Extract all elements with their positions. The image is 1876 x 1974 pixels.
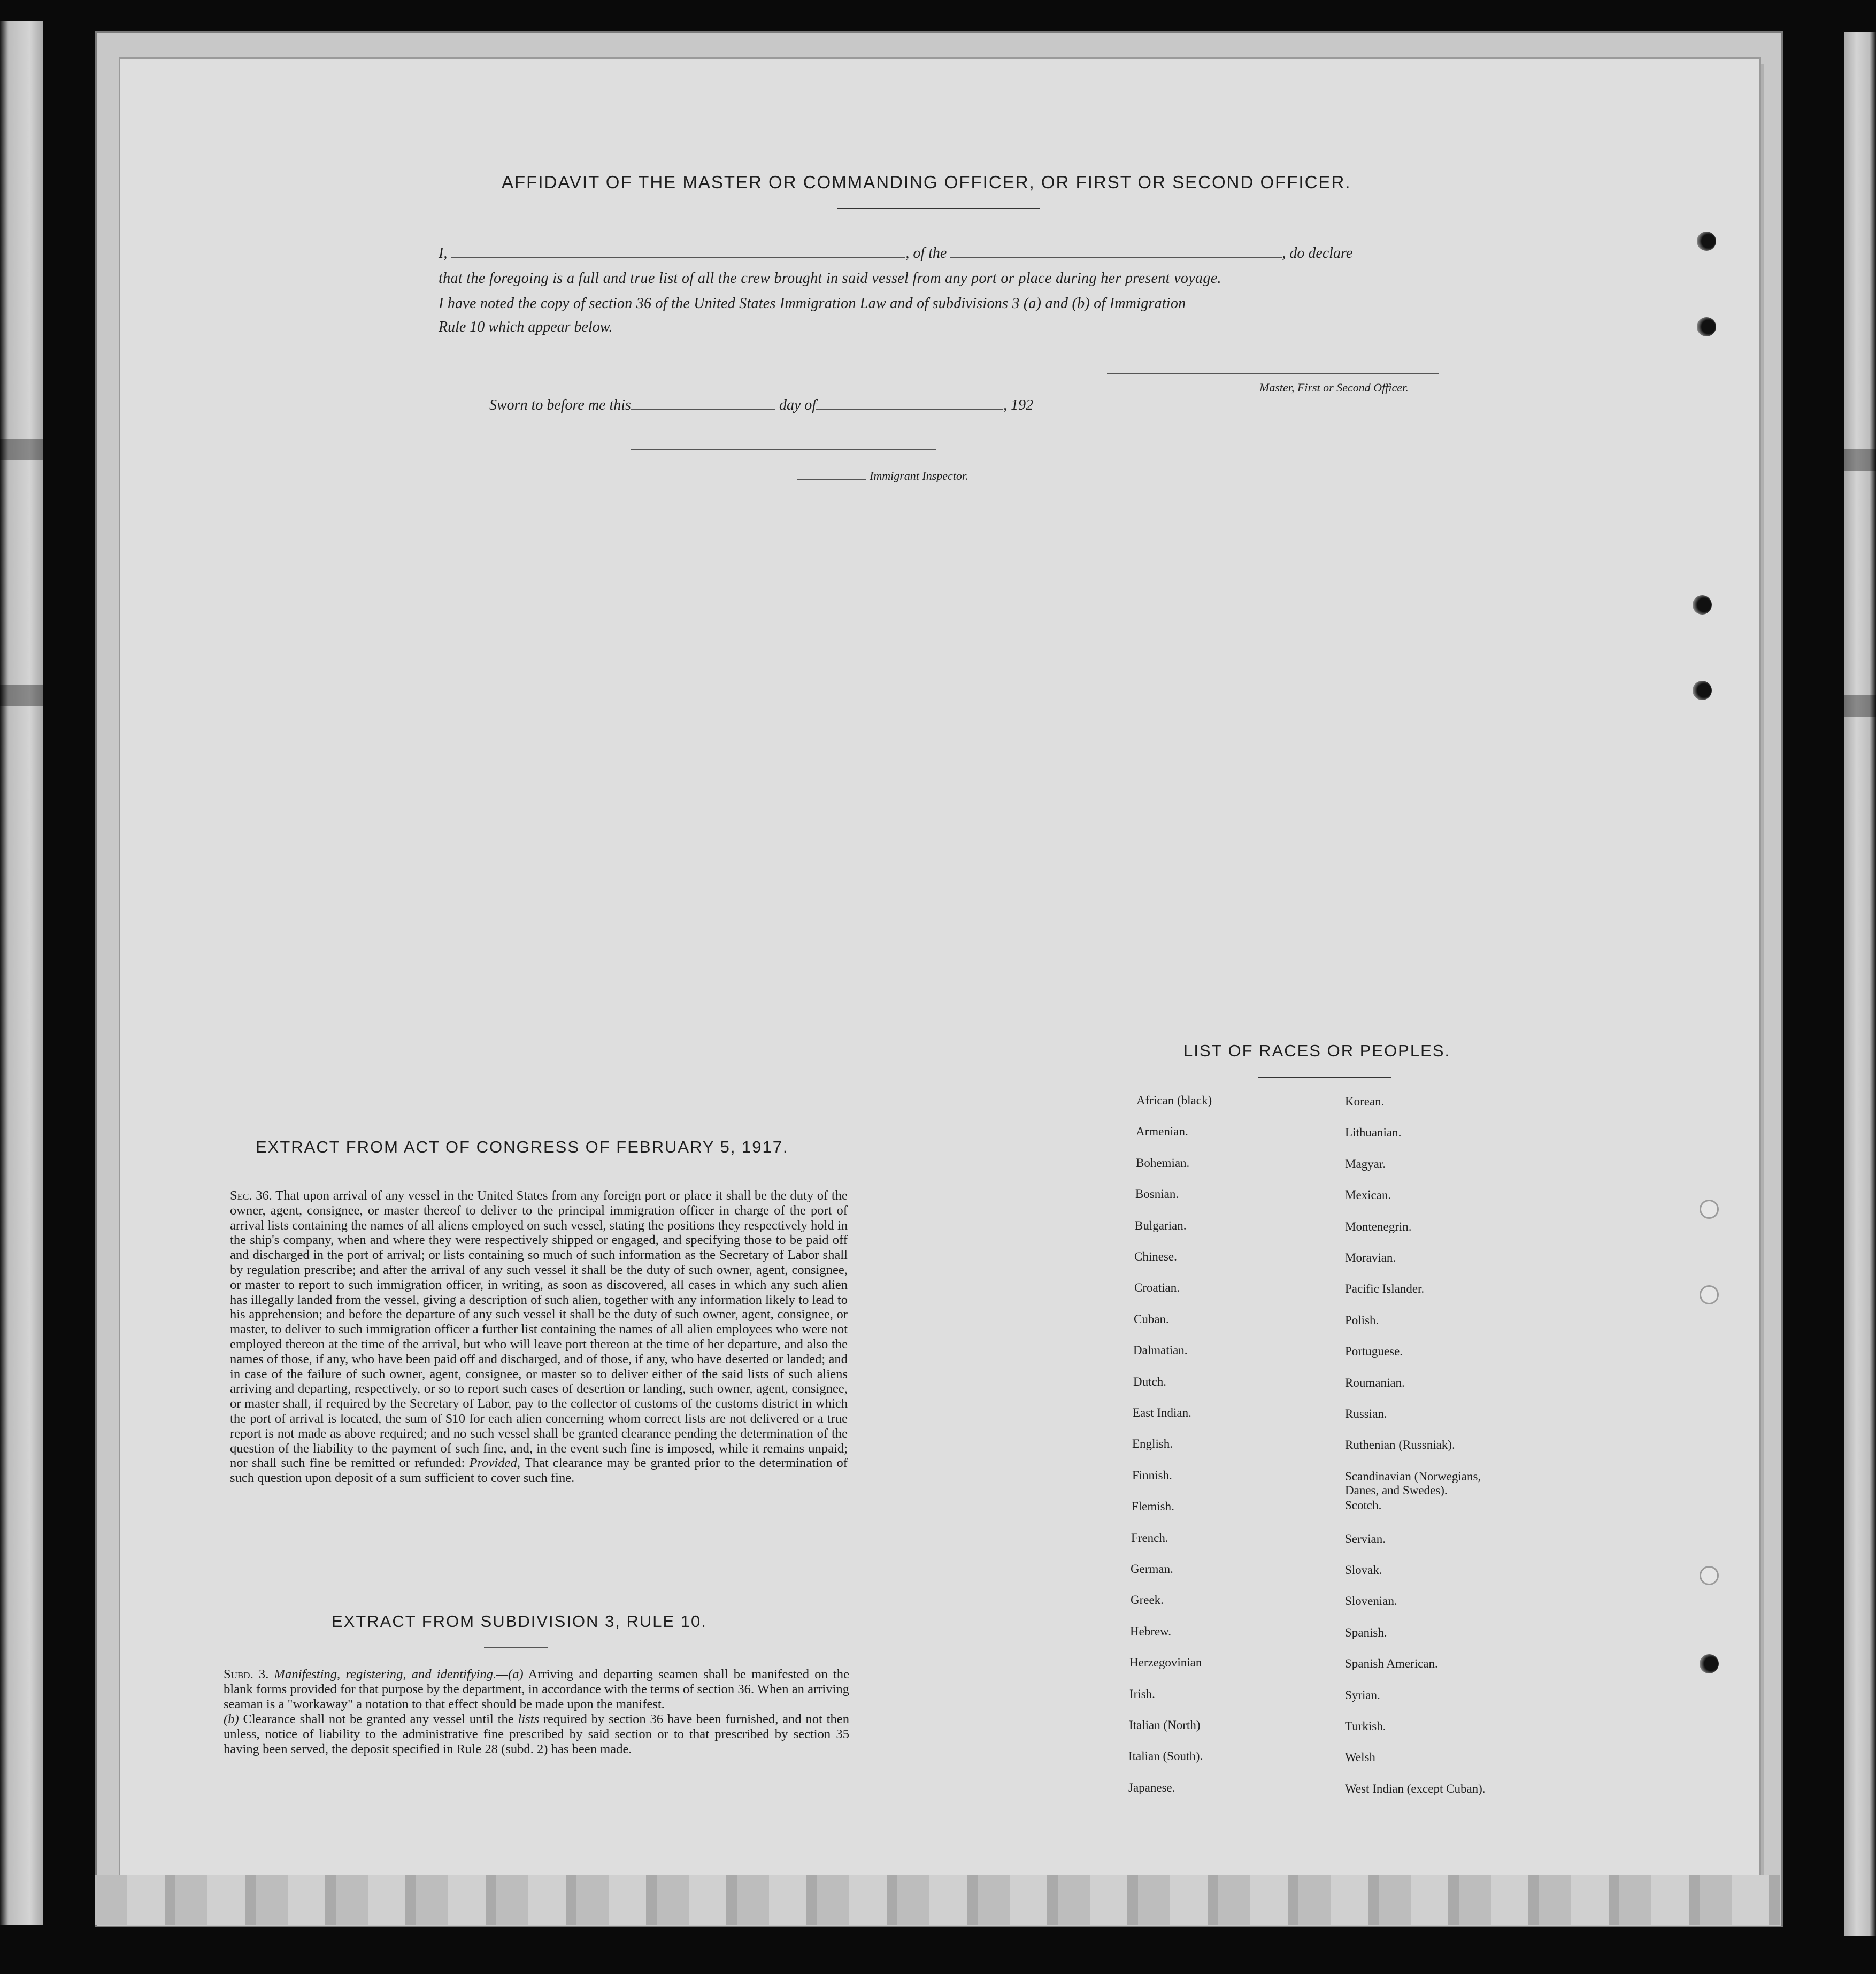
vessel-name-field[interactable] bbox=[950, 257, 1282, 258]
race-item-left: East Indian. bbox=[1133, 1406, 1191, 1419]
race-item-left: English. bbox=[1132, 1437, 1173, 1450]
race-item-right: Slovenian. bbox=[1345, 1594, 1397, 1608]
adjacent-page-right bbox=[1844, 32, 1876, 1936]
section-36-text bbox=[230, 1188, 848, 1486]
do-declare-text: , do declare bbox=[1282, 245, 1353, 262]
race-item-left: Dalmatian. bbox=[1133, 1343, 1188, 1357]
punch-hole-icon bbox=[1700, 1285, 1719, 1304]
master-signature-label: Master, First or Second Officer. bbox=[1259, 381, 1409, 394]
extract-rule-title: EXTRACT FROM SUBDIVISION 3, RULE 10. bbox=[332, 1612, 707, 1631]
affidavit-text-line: Rule 10 which appear below. bbox=[439, 319, 613, 335]
declarant-prefix: I, bbox=[439, 245, 448, 262]
year-prefix: , 192 bbox=[1003, 397, 1034, 413]
race-item-right: Servian. bbox=[1345, 1532, 1386, 1546]
race-item-left: African (black) bbox=[1136, 1094, 1212, 1107]
race-item-right: West Indian (except Cuban). bbox=[1345, 1782, 1486, 1795]
adjacent-page-left bbox=[0, 21, 43, 1925]
race-item-right: Portuguese. bbox=[1345, 1345, 1403, 1358]
race-item-right: Scandinavian (Norwegians, Danes, and Swedes). bbox=[1345, 1470, 1481, 1497]
para-a-label: (a) bbox=[508, 1667, 524, 1681]
race-item-left: Chinese. bbox=[1134, 1250, 1177, 1263]
para-b-lists: lists bbox=[518, 1712, 540, 1726]
para-b-label: (b) bbox=[224, 1712, 239, 1726]
section-label: Sec. 36. bbox=[230, 1188, 272, 1203]
adjacent-page-band bbox=[1844, 449, 1876, 471]
race-item-right: Magyar. bbox=[1345, 1157, 1386, 1171]
punch-hole-icon bbox=[1697, 317, 1716, 336]
of-the-text: , of the bbox=[905, 245, 947, 262]
race-item-left: Hebrew. bbox=[1130, 1625, 1172, 1638]
punch-hole-icon bbox=[1700, 1654, 1719, 1673]
punch-hole-icon bbox=[1697, 232, 1716, 251]
race-item-left: Bohemian. bbox=[1136, 1156, 1190, 1170]
race-item-right: Scotch. bbox=[1345, 1499, 1382, 1512]
adjacent-page-band bbox=[1844, 695, 1876, 717]
sworn-text: Sworn to before me this bbox=[489, 397, 631, 413]
section-36-body: That upon arrival of any vessel in the United States from any foreign port or place it shall be the duty of the owner, agent, consignee, or master thereof to deliver to the principal immigration officer in charge of the port of arrival lists containing the names of all aliens employed on such vessel, stating the positions they respectively hold in the ship's company, when and where they were respectively shipped or engaged, and specifying those to be paid off and discharged in the port of arrival; or lists containing so much of such information as the Secretary of Labor shall by regulation prescribe; and after the arrival of any such vessel it shall be the duty of such owner, agent, consignee, or master to report to such immigration officer, in writing, as soon as discovered, all cases in which any such alien has illegally landed from the vessel, giving a description of such alien, together with any information likely to lead to his apprehension; and before the departure of any such vessel it shall be the duty of such owner, agent, consignee, or master, to deliver to such immigration officer a further list containing the names of all alien employees who were not employed thereon at the time of the arrival, but who will leave port thereon at the time of her departure, and also the names of those, if any, who have been paid off and discharged, and of those, if any, who have deserted or landed; and in case of the failure of such owner, agent, consignee, or master so to deliver either of the said lists of such aliens arriving and departing, respectively, or so to report such cases of desertion or landing, such owner, agent, consignee, or master shall, if required by the Secretary of Labor, pay to the collector of customs of the customs district in which the port of arrival is located, the sum of $10 for each alien concerning whom correct lists are not delivered or a true report is not made as above required; and no such vessel shall be granted clearance pending the determination of the question of the liability to the payment of such fine, and, in the event such fine is imposed, while it remains unpaid; nor shall such fine be remitted or refunded: bbox=[230, 1188, 848, 1471]
punch-hole-icon bbox=[1693, 681, 1712, 700]
race-item-left: Herzegovinian bbox=[1129, 1656, 1202, 1669]
race-item-right: Slovak. bbox=[1345, 1563, 1382, 1577]
race-item-right: Spanish American. bbox=[1345, 1657, 1438, 1670]
punch-hole-icon bbox=[1693, 595, 1712, 615]
race-item-right: Montenegrin. bbox=[1345, 1220, 1412, 1233]
race-item-right: Turkish. bbox=[1345, 1719, 1386, 1733]
inspector-label-text: Immigrant Inspector. bbox=[870, 469, 968, 482]
title-underline bbox=[1258, 1077, 1391, 1078]
race-item-right: Lithuanian. bbox=[1345, 1126, 1402, 1139]
race-item-left: Bosnian. bbox=[1135, 1187, 1179, 1201]
sworn-month-field[interactable] bbox=[816, 409, 1003, 410]
affidavit-title: AFFIDAVIT OF THE MASTER OR COMMANDING OFFICER, OR FIRST OR SECOND OFFICER. bbox=[502, 172, 1351, 192]
race-item-right: Ruthenian (Russniak). bbox=[1345, 1438, 1455, 1451]
section-36-proviso: That clearance may be granted prior to the determination of such question upon deposit of a sum sufficient to cover such fine. bbox=[230, 1456, 848, 1486]
title-underline bbox=[484, 1647, 548, 1648]
race-item-left: Flemish. bbox=[1132, 1500, 1174, 1513]
day-of-text: day of bbox=[779, 397, 817, 413]
extract-act-title: EXTRACT FROM ACT OF CONGRESS OF FEBRUARY 5, 1917. bbox=[256, 1138, 789, 1156]
affidavit-text-line: I have noted the copy of section 36 of the United States Immigration Law and of subdivisions 3 (a) and (b) of Immigration bbox=[439, 295, 1186, 312]
punch-hole-icon bbox=[1700, 1200, 1719, 1219]
inspector-signature-line[interactable] bbox=[631, 449, 936, 450]
race-item-left: Bulgarian. bbox=[1135, 1219, 1187, 1232]
adjacent-page-band bbox=[0, 685, 43, 706]
subdivision-3-text bbox=[224, 1667, 849, 1757]
para-b-text: Clearance shall not be granted any vessel until the bbox=[243, 1712, 514, 1726]
race-item-left: Croatian. bbox=[1134, 1281, 1180, 1294]
subdivision-label: Subd. 3. bbox=[224, 1667, 269, 1681]
master-signature-line[interactable] bbox=[1107, 373, 1439, 374]
races-list-title: LIST OF RACES OR PEOPLES. bbox=[1183, 1041, 1451, 1060]
race-item-right: Moravian. bbox=[1345, 1251, 1396, 1264]
race-item-left: Cuban. bbox=[1134, 1312, 1169, 1326]
sworn-statement bbox=[489, 397, 1033, 414]
affidavit-declaration-line bbox=[439, 245, 1444, 262]
declarant-name-field[interactable] bbox=[451, 257, 905, 258]
race-item-left: French. bbox=[1131, 1531, 1168, 1545]
inspector-signature-label bbox=[797, 469, 968, 483]
para-b-text-cont: required by section 36 have been furnished, and not then unless, notice of liability to the administrative fine prescribed by said section or to that prescribed by section 35 having been served, the deposit specified in Rule 28 (subd. 2) has been made. bbox=[224, 1712, 849, 1756]
punch-hole-icon bbox=[1700, 1566, 1719, 1585]
race-item-right: Spanish. bbox=[1345, 1626, 1387, 1639]
affidavit-text-line: that the foregoing is a full and true list of all the crew brought in said vessel from any port or place during her present voyage. bbox=[439, 270, 1221, 287]
race-item-left: Irish. bbox=[1129, 1687, 1155, 1701]
race-item-left: German. bbox=[1131, 1562, 1173, 1576]
page-stack-bottom-edge bbox=[95, 1875, 1780, 1925]
race-item-left: Finnish. bbox=[1132, 1469, 1172, 1482]
race-item-left: Japanese. bbox=[1128, 1781, 1175, 1794]
title-underline bbox=[837, 208, 1040, 209]
provided-word: Provided, bbox=[469, 1456, 520, 1471]
race-item-right: Pacific Islander. bbox=[1345, 1282, 1425, 1295]
inspector-dash bbox=[797, 479, 866, 480]
race-item-left: Italian (North) bbox=[1129, 1718, 1201, 1732]
subdivision-heading: Manifesting, registering, and identifying.— bbox=[274, 1667, 508, 1681]
race-item-left: Italian (South). bbox=[1128, 1749, 1203, 1763]
race-item-left: Greek. bbox=[1131, 1593, 1164, 1607]
para-a-text: Arriving and departing seamen shall be manifested on the blank forms provided for that purpose by the department, in accordance with the terms of section 36. When an arriving seaman is a "workaway" a notation to that effect should be made upon the manifest. bbox=[224, 1667, 849, 1711]
adjacent-page-band bbox=[0, 439, 43, 460]
race-item-right: Polish. bbox=[1345, 1314, 1379, 1327]
race-item-right: Russian. bbox=[1345, 1407, 1387, 1420]
race-item-right: Korean. bbox=[1345, 1095, 1385, 1108]
race-item-right: Mexican. bbox=[1345, 1188, 1391, 1202]
sworn-day-field[interactable] bbox=[631, 409, 775, 410]
race-item-left: Armenian. bbox=[1136, 1125, 1188, 1138]
race-item-left: Dutch. bbox=[1133, 1375, 1166, 1388]
race-item-right: Syrian. bbox=[1345, 1688, 1380, 1702]
race-item-right: Welsh bbox=[1345, 1750, 1375, 1764]
race-item-right: Roumanian. bbox=[1345, 1376, 1405, 1389]
